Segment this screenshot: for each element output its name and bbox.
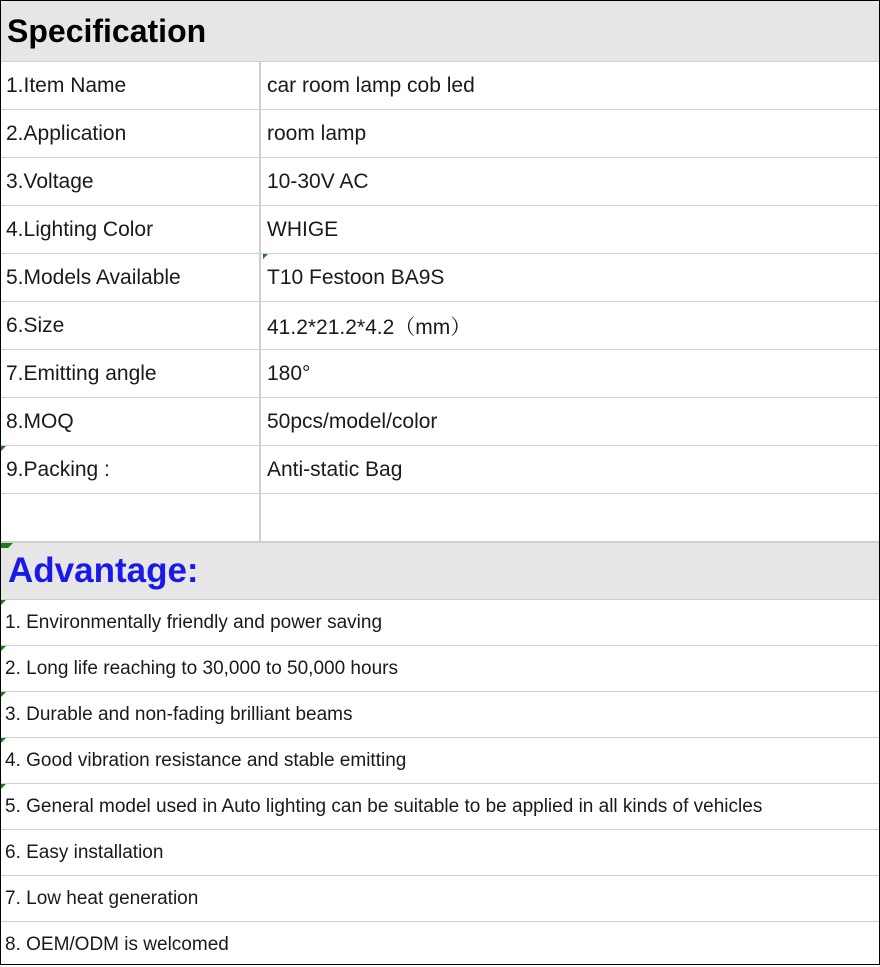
- cell-marker-icon: [1, 543, 13, 548]
- advantage-item: [1, 876, 879, 922]
- cell-marker-icon: [1, 446, 6, 451]
- spec-value: 180°: [267, 361, 311, 385]
- advantage-title-row: [1, 542, 879, 600]
- spec-row: [1, 62, 879, 110]
- advantage-item: [1, 922, 879, 967]
- spec-title: Specification: [7, 12, 207, 49]
- cell-marker-icon: [1, 692, 6, 697]
- spec-label: 9.Packing :: [1, 446, 261, 493]
- spec-row: [1, 254, 879, 302]
- advantage-title: Advantage:: [8, 551, 199, 590]
- spec-row: [1, 398, 879, 446]
- spec-value: 41.2*21.2*4.2（mm）: [267, 315, 472, 339]
- advantage-text: 5. General model used in Auto lighting can be suitable to be applied in all kinds of vehicles: [5, 795, 763, 817]
- spec-value: [261, 494, 879, 541]
- advantage-item: [1, 830, 879, 876]
- advantage-item: [1, 692, 879, 738]
- cell-marker-icon: [263, 254, 268, 259]
- cell-marker-icon: [1, 646, 6, 651]
- cell-marker-icon: [1, 738, 6, 743]
- spec-row: [1, 446, 879, 494]
- spec-value: room lamp: [267, 121, 367, 145]
- advantage-text: 7. Low heat generation: [5, 887, 199, 909]
- spec-value: car room lamp cob led: [267, 73, 475, 97]
- spec-row: [1, 350, 879, 398]
- spec-value: 10-30V AC: [267, 169, 369, 193]
- spec-row: [1, 158, 879, 206]
- advantage-item: [1, 738, 879, 784]
- advantage-text: 4. Good vibration resistance and stable emitting: [5, 749, 407, 771]
- spec-label: 2.Application: [1, 110, 261, 157]
- spec-row: [1, 494, 879, 542]
- spec-value: Anti-static Bag: [267, 457, 403, 481]
- spec-label: 1.Item Name: [1, 62, 261, 109]
- spec-row: [1, 206, 879, 254]
- spec-row: [1, 110, 879, 158]
- spec-label: 5.Models Available: [1, 254, 261, 301]
- spec-label: 8.MOQ: [1, 398, 261, 445]
- spec-label: 7.Emitting angle: [1, 350, 261, 397]
- advantage-item: [1, 646, 879, 692]
- advantage-item: [1, 784, 879, 830]
- spec-title-row: [1, 1, 879, 62]
- advantage-text: 3. Durable and non-fading brilliant beams: [5, 703, 353, 725]
- spec-row: [1, 302, 879, 350]
- cell-marker-icon: [1, 784, 6, 789]
- advantage-item: [1, 600, 879, 646]
- spec-label: 6.Size: [1, 302, 261, 349]
- advantage-text: 1. Environmentally friendly and power saving: [5, 611, 383, 633]
- spec-value: T10 Festoon BA9S: [267, 265, 445, 289]
- advantage-text: 2. Long life reaching to 30,000 to 50,000 hours: [5, 657, 398, 679]
- advantage-text: 8. OEM/ODM is welcomed: [5, 933, 229, 955]
- cell-marker-icon: [1, 600, 6, 605]
- spec-value: 50pcs/model/color: [267, 409, 438, 433]
- spec-label: 3.Voltage: [1, 158, 261, 205]
- advantage-text: 6. Easy installation: [5, 841, 164, 863]
- spec-value: WHIGE: [267, 217, 339, 241]
- spec-label: 4.Lighting Color: [1, 206, 261, 253]
- spec-label: [1, 494, 261, 541]
